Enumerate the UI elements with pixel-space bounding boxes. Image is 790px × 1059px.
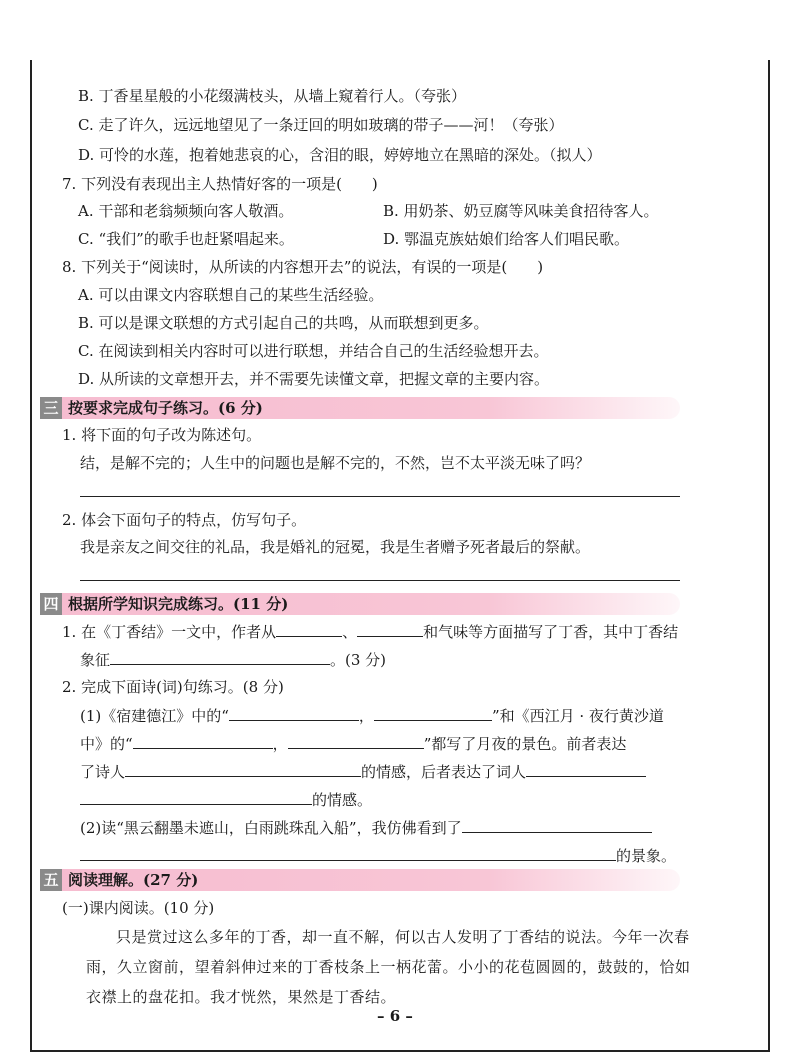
section-3-number: 三: [40, 397, 62, 419]
q8-stem: 8. 下列关于“阅读时，从所读的内容想开去”的说法，有误的一项是( ): [62, 258, 544, 276]
text: 的情感，后者表达了词人: [361, 763, 527, 781]
q7-option-a: A. 干部和老翁频频向客人敬酒。: [78, 202, 294, 220]
text: (1)《宿建德江》中的“: [80, 707, 229, 725]
fill-blank[interactable]: [229, 705, 359, 721]
q8-option-d: D. 从所读的文章想开去，并不需要先读懂文章，把握文章的主要内容。: [78, 370, 550, 388]
fill-blank[interactable]: [288, 733, 424, 749]
s4-p1-line1: [80, 705, 664, 726]
text: 1. 在《丁香结》一文中，作者从: [62, 623, 277, 641]
q6-option-d: D. 可怜的水莲，抱着她悲哀的心，含泪的眼，婷婷地立在黑暗的深处。（拟人）: [78, 146, 602, 164]
text: ，: [358, 707, 374, 725]
section-5-title: 阅读理解。(27 分): [68, 871, 199, 889]
s5-subtitle: (一)课内阅读。(10 分): [62, 899, 215, 917]
q7-option-c: C. “我们”的歌手也赶紧唱起来。: [78, 230, 294, 248]
answer-line[interactable]: [80, 496, 680, 497]
q8-option-a: A. 可以由课文内容联想自己的某些生活经验。: [78, 286, 384, 304]
fill-blank[interactable]: [374, 705, 492, 721]
s4-p2-line2: [80, 845, 676, 866]
text: ，: [272, 735, 288, 753]
s4-p1-line2: [80, 733, 626, 754]
s4-p2-line1: [80, 817, 652, 838]
section-5-number: 五: [40, 869, 62, 891]
fill-blank[interactable]: [526, 761, 646, 777]
s3-q1-sentence: 结，是解不完的；人生中的问题也是解不完的，不然，岂不太平淡无味了吗？: [80, 454, 591, 472]
section-4-title: 根据所学知识完成练习。(11 分): [68, 595, 289, 613]
fill-blank[interactable]: [357, 621, 423, 637]
text: 和气味等方面描写了丁香，其中丁香结: [423, 623, 679, 641]
s4-p1-line3: [80, 761, 646, 782]
text: ”和《西江月 · 夜行黄沙道: [491, 707, 664, 725]
section-4-header: [40, 593, 680, 615]
text: (2)读“黑云翻墨未遮山，白雨跳珠乱入船”，我仿佛看到了: [80, 819, 462, 837]
s3-q2-sentence: 我是亲友之间交往的礼品，我是婚礼的冠冕，我是生者赠予死者最后的祭献。: [80, 538, 591, 556]
s3-q1: 1. 将下面的句子改为陈述句。: [62, 426, 262, 444]
s4-q1-line1: [62, 621, 678, 642]
q8-option-b: B. 可以是课文联想的方式引起自己的共鸣，从而联想到更多。: [78, 314, 489, 332]
s3-q2: 2. 体会下面句子的特点，仿写句子。: [62, 511, 307, 529]
fill-blank[interactable]: [462, 817, 652, 833]
q8-option-c: C. 在阅读到相关内容时可以进行联想，并结合自己的生活经验想开去。: [78, 342, 549, 360]
fill-blank[interactable]: [80, 789, 312, 805]
text: 中》的“: [80, 735, 133, 753]
text: 象征: [80, 651, 111, 669]
text: 、: [342, 623, 358, 641]
s4-p1-line4: [80, 789, 372, 810]
q7-stem: 7. 下列没有表现出主人热情好客的一项是( ): [62, 175, 378, 193]
fill-blank[interactable]: [110, 649, 330, 665]
answer-line[interactable]: [80, 580, 680, 581]
reading-passage: 只是赏过这么多年的丁香，却一直不解，何以古人发明了丁香结的说法。今年一次春雨，久立窗前，望着斜伸过来的丁香枝条上一柄花蕾。小小的花苞圆圆的，鼓鼓的，恰如衣襟上的盘花扣。我才恍然，果然是丁香结。: [86, 928, 691, 1006]
q6-option-b: B. 丁香星星般的小花缀满枝头，从墙上窥着行人。（夸张）: [78, 87, 467, 105]
fill-blank[interactable]: [80, 845, 616, 861]
text: 的景象。: [616, 847, 677, 865]
q7-option-b: B. 用奶茶、奶豆腐等风味美食招待客人。: [383, 202, 659, 220]
s4-q1-line2: [80, 649, 386, 670]
fill-blank[interactable]: [133, 733, 273, 749]
text: 了诗人: [80, 763, 126, 781]
section-4-number: 四: [40, 593, 62, 615]
section-3-header: [40, 397, 680, 419]
fill-blank[interactable]: [276, 621, 342, 637]
s4-q2: 2. 完成下面诗(词)句练习。(8 分): [62, 678, 284, 696]
q6-option-c: C. 走了许久，远远地望见了一条迂回的明如玻璃的带子——河！（夸张）: [78, 116, 564, 134]
text: 的情感。: [312, 791, 373, 809]
text: ”都写了月夜的景色。前者表达: [423, 735, 627, 753]
section-5-header: [40, 869, 680, 891]
fill-blank[interactable]: [125, 761, 361, 777]
section-3-title: 按要求完成句子练习。(6 分): [68, 399, 263, 417]
page-number: – 6 –: [377, 1007, 413, 1025]
q7-option-d: D. 鄂温克族姑娘们给客人们唱民歌。: [383, 230, 630, 248]
text: 。(3 分): [330, 651, 387, 669]
